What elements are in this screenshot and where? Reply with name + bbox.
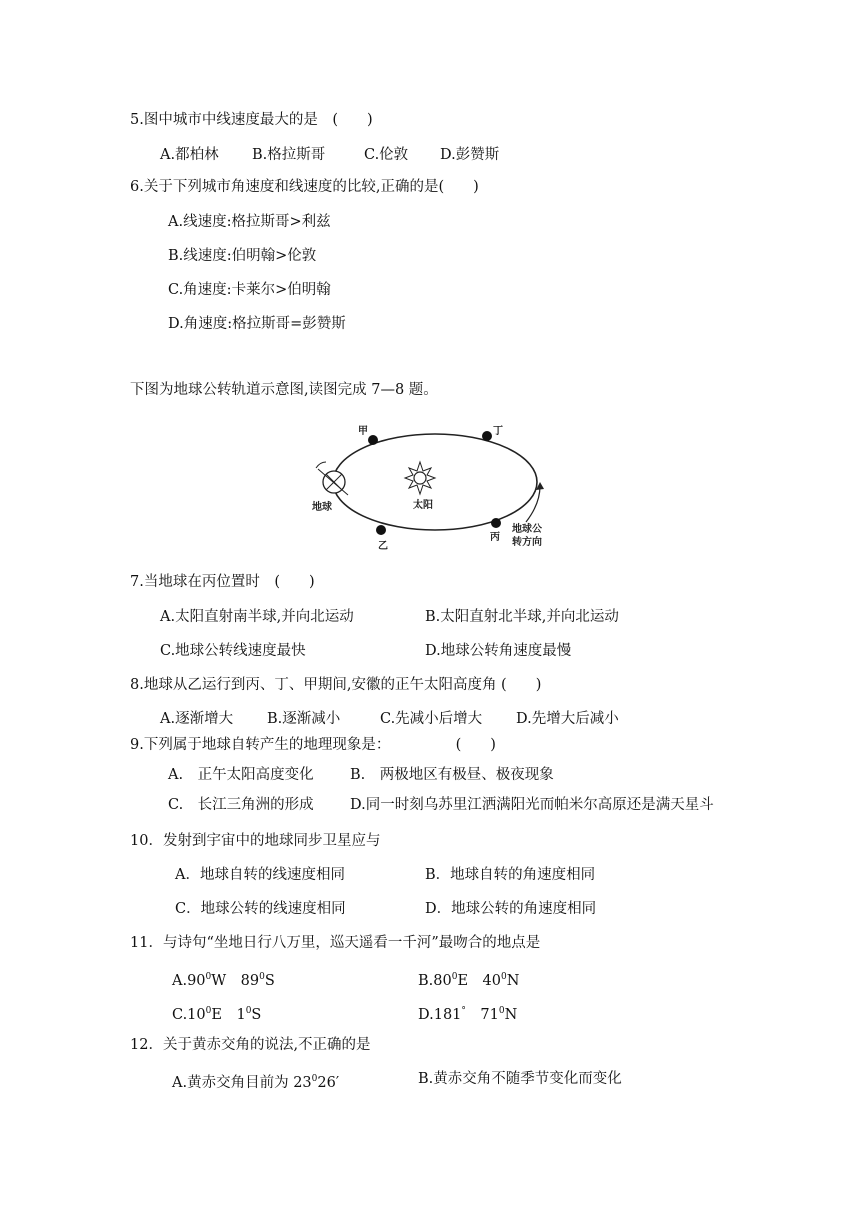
label-ding: 丁 — [493, 426, 503, 437]
q5-option-b: B.格拉斯哥 — [252, 147, 326, 163]
label-direction-line1: 地球公 — [512, 524, 542, 535]
q8-option-c: C.先减小后增大 — [380, 711, 483, 727]
label-jia: 甲 — [358, 426, 368, 437]
q8-option-a: A.逐渐增大 — [160, 711, 234, 727]
q12-stem: 12．关于黄赤交角的说法,不正确的是 — [130, 1037, 371, 1053]
q7-option-d: D.地球公转角速度最慢 — [425, 643, 572, 659]
q9-option-c: C. 长江三角洲的形成 — [168, 797, 314, 813]
q11-option-b: $B.80^0E$ $40^0N$ — [418, 972, 520, 989]
label-bing: 丙 — [490, 532, 500, 543]
q6-stem: 6.关于下列城市角速度和线速度的比较,正确的是( ) — [130, 179, 479, 195]
q7-option-c: C.地球公转线速度最快 — [160, 643, 306, 659]
q7-stem: 7.当地球在丙位置时 ( ) — [130, 574, 315, 590]
q9-option-b: B. 两极地区有极昼、极夜现象 — [350, 767, 554, 783]
q5-option-c: C.伦敦 — [364, 147, 409, 163]
q6-option-d: D.角速度:格拉斯哥=彭赞斯 — [168, 316, 346, 332]
q6-option-b: B.线速度:伯明翰>伦敦 — [168, 248, 317, 264]
q7-option-b: B.太阳直射北半球,并向北运动 — [425, 609, 619, 625]
q11-option-a: $A.90^0W$ $89^0S$ — [172, 972, 275, 989]
intro-7-8: 下图为地球公转轨道示意图,读图完成 7—8 题。 — [130, 382, 438, 398]
q11-option-c: $C.10^0E$ $1^0S$ — [172, 1006, 262, 1023]
label-sun: 太阳 — [413, 500, 433, 511]
position-bing-dot — [491, 518, 501, 528]
q9-stem: 9.下列属于地球自转产生的地理现象是： ( ) — [130, 737, 496, 753]
q10-option-c: C．地球公转的线速度相同 — [175, 901, 346, 917]
q5-stem: 5.图中城市中线速度最大的是 ( ) — [130, 112, 373, 128]
position-ding-dot — [482, 431, 492, 441]
orbit-ellipse — [333, 434, 537, 530]
q5-option-a: A.都柏林 — [160, 147, 219, 163]
orbit-diagram — [300, 418, 560, 558]
q8-option-d: D.先增大后减小 — [516, 711, 619, 727]
q6-option-c: C.角速度:卡莱尔>伯明翰 — [168, 282, 331, 298]
label-earth: 地球 — [312, 502, 332, 513]
q12-option-a: A.黄赤交角目前为 $23^026'$ — [172, 1074, 340, 1091]
q10-stem: 10．发射到宇宙中的地球同步卫星应与 — [130, 833, 381, 849]
label-yi: 乙 — [378, 541, 388, 552]
q12-option-b: B.黄赤交角不随季节变化而变化 — [418, 1071, 622, 1087]
label-direction-line2: 转方向 — [512, 537, 542, 548]
earth-icon — [316, 462, 348, 495]
q8-option-b: B.逐渐减小 — [267, 711, 341, 727]
q9-option-a: A. 正午太阳高度变化 — [168, 767, 314, 783]
position-yi-dot — [376, 525, 386, 535]
q11-option-d: D.181° $71^0N$ — [418, 1006, 518, 1023]
revolution-direction-arrow — [526, 486, 540, 522]
q9-option-d: D.同一时刻乌苏里江洒满阳光而帕米尔高原还是满天星斗 — [350, 797, 714, 813]
q10-option-b: B．地球自转的角速度相同 — [425, 867, 596, 883]
q5-option-d: D.彭赞斯 — [440, 147, 500, 163]
q6-option-a: A.线速度:格拉斯哥>利兹 — [168, 214, 331, 230]
q8-stem: 8.地球从乙运行到丙、丁、甲期间,安徽的正午太阳高度角 ( ) — [130, 677, 542, 693]
q10-option-a: A．地球自转的线速度相同 — [175, 867, 345, 883]
position-jia-dot — [368, 435, 378, 445]
q10-option-d: D．地球公转的角速度相同 — [425, 901, 597, 917]
sun-icon — [405, 462, 435, 494]
q7-option-a: A.太阳直射南半球,并向北运动 — [160, 609, 354, 625]
q11-stem: 11．与诗句“坐地日行八万里，巡天遥看一千河”最吻合的地点是 — [130, 935, 541, 951]
